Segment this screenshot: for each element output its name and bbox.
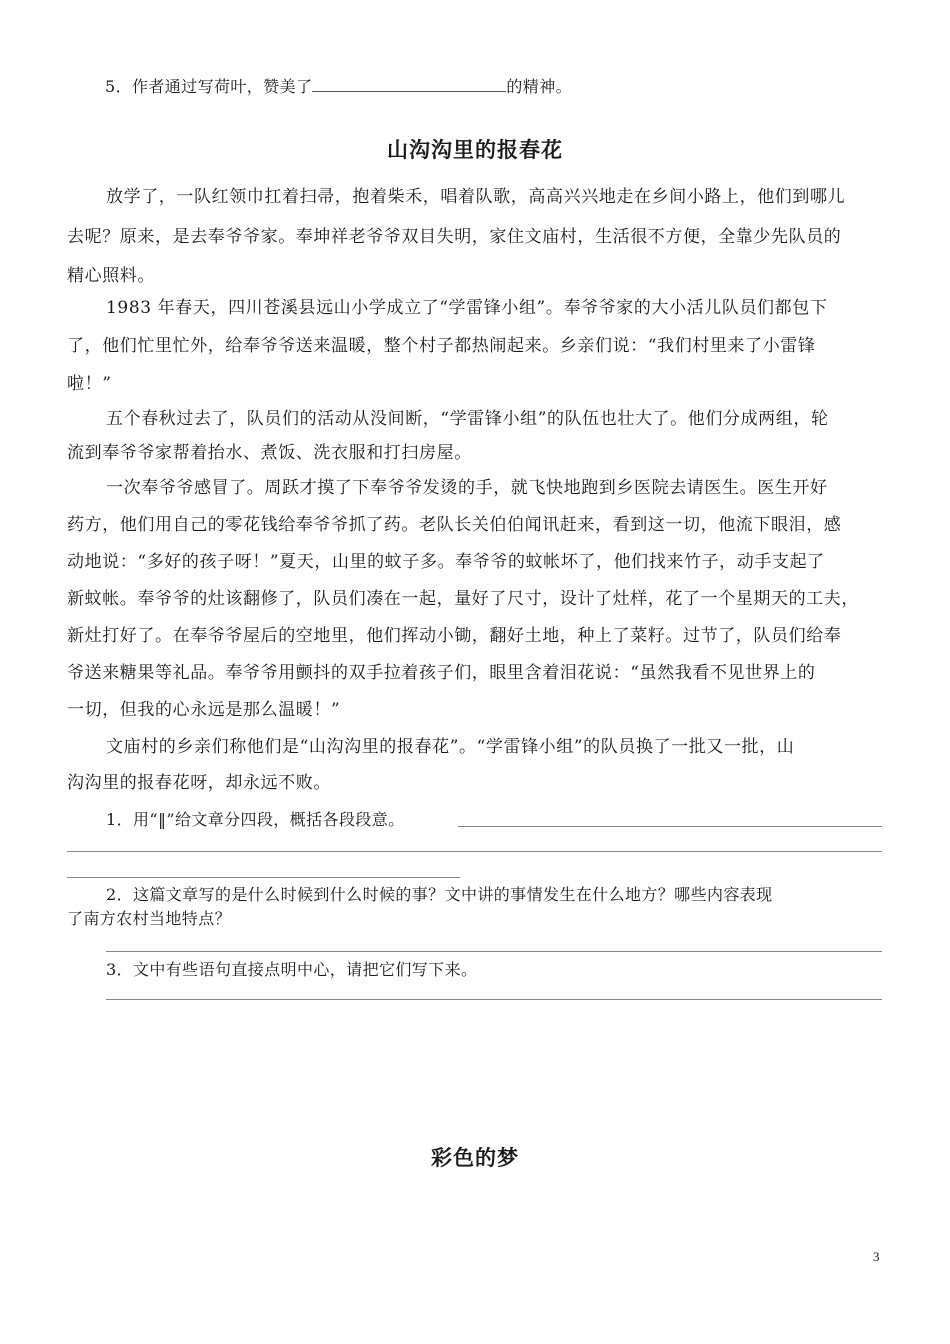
text-line: 药方，他们用自己的零花钱给奉爷爷抓了药。老队长关伯伯闻讯赶来，看到这一切，他流下眼泪，感 bbox=[67, 515, 842, 535]
question-2-line-2: 了南方农村当地特点？ bbox=[67, 909, 232, 928]
question-1: 1．用“‖”给文章分四段，概括各段段意。 bbox=[106, 810, 405, 829]
text-line: 去呢？原来，是去奉爷爷家。奉坤祥老爷爷双目失明，家住文庙村，生活很不方便，全靠少先队员的 bbox=[67, 227, 842, 247]
next-section-title: 彩色的梦 bbox=[431, 1146, 519, 1170]
text-line: 五个春秋过去了，队员们的活动从没间断，“学雷锋小组”的队伍也壮大了。他们分成两组，轮 bbox=[106, 409, 829, 429]
answer-line[interactable] bbox=[67, 851, 882, 852]
text-line: 啦！” bbox=[67, 374, 112, 394]
answer-line[interactable] bbox=[458, 826, 882, 827]
text-line: 动地说：“多好的孩子呀！”夏天，山里的蚊子多。奉爷爷的蚊帐坏了，他们找来竹子，动手支起了 bbox=[67, 552, 825, 572]
page-number: 3 bbox=[873, 1249, 880, 1264]
question-3: 3．文中有些语句直接点明中心，请把它们写下来。 bbox=[106, 960, 478, 979]
text-line: 流到奉爷爷家帮着抬水、煮饭、洗衣服和打扫房屋。 bbox=[67, 443, 472, 463]
text-line: 精心照料。 bbox=[67, 266, 155, 286]
answer-line[interactable] bbox=[106, 999, 882, 1000]
text-line: 沟沟里的报春花呀，却永远不败。 bbox=[67, 773, 331, 793]
question-5-prefix: 5．作者通过写荷叶，赞美了 bbox=[105, 77, 313, 96]
answer-blank[interactable] bbox=[312, 75, 506, 92]
text-line: 放学了，一队红领巾扛着扫帚，抱着柴禾，唱着队歌，高高兴兴地走在乡间小路上，他们到哪儿 bbox=[106, 187, 846, 207]
text-line: 新灶打好了。在奉爷爷屋后的空地里，他们挥动小锄，翻好土地，种上了菜籽。过节了，队员们给奉 bbox=[67, 626, 842, 646]
text-line: 爷送来糖果等礼品。奉爷爷用颤抖的双手拉着孩子们，眼里含着泪花说：“虽然我看不见世界上的 bbox=[67, 663, 816, 683]
text-line: 文庙村的乡亲们称他们是“山沟沟里的报春花”。“学雷锋小组”的队员换了一批又一批，山 bbox=[106, 737, 795, 757]
text-line: 一切，但我的心永远是那么温暖！” bbox=[67, 700, 341, 720]
question-5-suffix: 的精神。 bbox=[506, 77, 572, 96]
answer-line[interactable] bbox=[106, 951, 882, 952]
question-2-line-1: 2．这篇文章写的是什么时候到什么时候的事？文中讲的事情发生在什么地方？哪些内容表现 bbox=[106, 885, 773, 904]
text-line: 一次奉爷爷感冒了。周跃才摸了下奉爷爷发烫的手，就飞快地跑到乡医院去请医生。医生开好 bbox=[106, 478, 828, 498]
question-5 bbox=[105, 75, 572, 99]
text-line: 了，他们忙里忙外，给奉爷爷送来温暖，整个村子都热闹起来。乡亲们说：“我们村里来了小雷锋 bbox=[67, 336, 816, 356]
text-line: 1983 年春天，四川苍溪县远山小学成立了“学雷锋小组”。奉爷爷家的大小活儿队员们都包下 bbox=[106, 298, 828, 318]
article-title: 山沟沟里的报春花 bbox=[387, 138, 563, 162]
answer-line[interactable] bbox=[67, 877, 460, 878]
text-line: 新蚊帐。奉爷爷的灶该翻修了，队员们凑在一起，量好了尺寸，设计了灶样，花了一个星期天的工夫， bbox=[67, 589, 859, 609]
